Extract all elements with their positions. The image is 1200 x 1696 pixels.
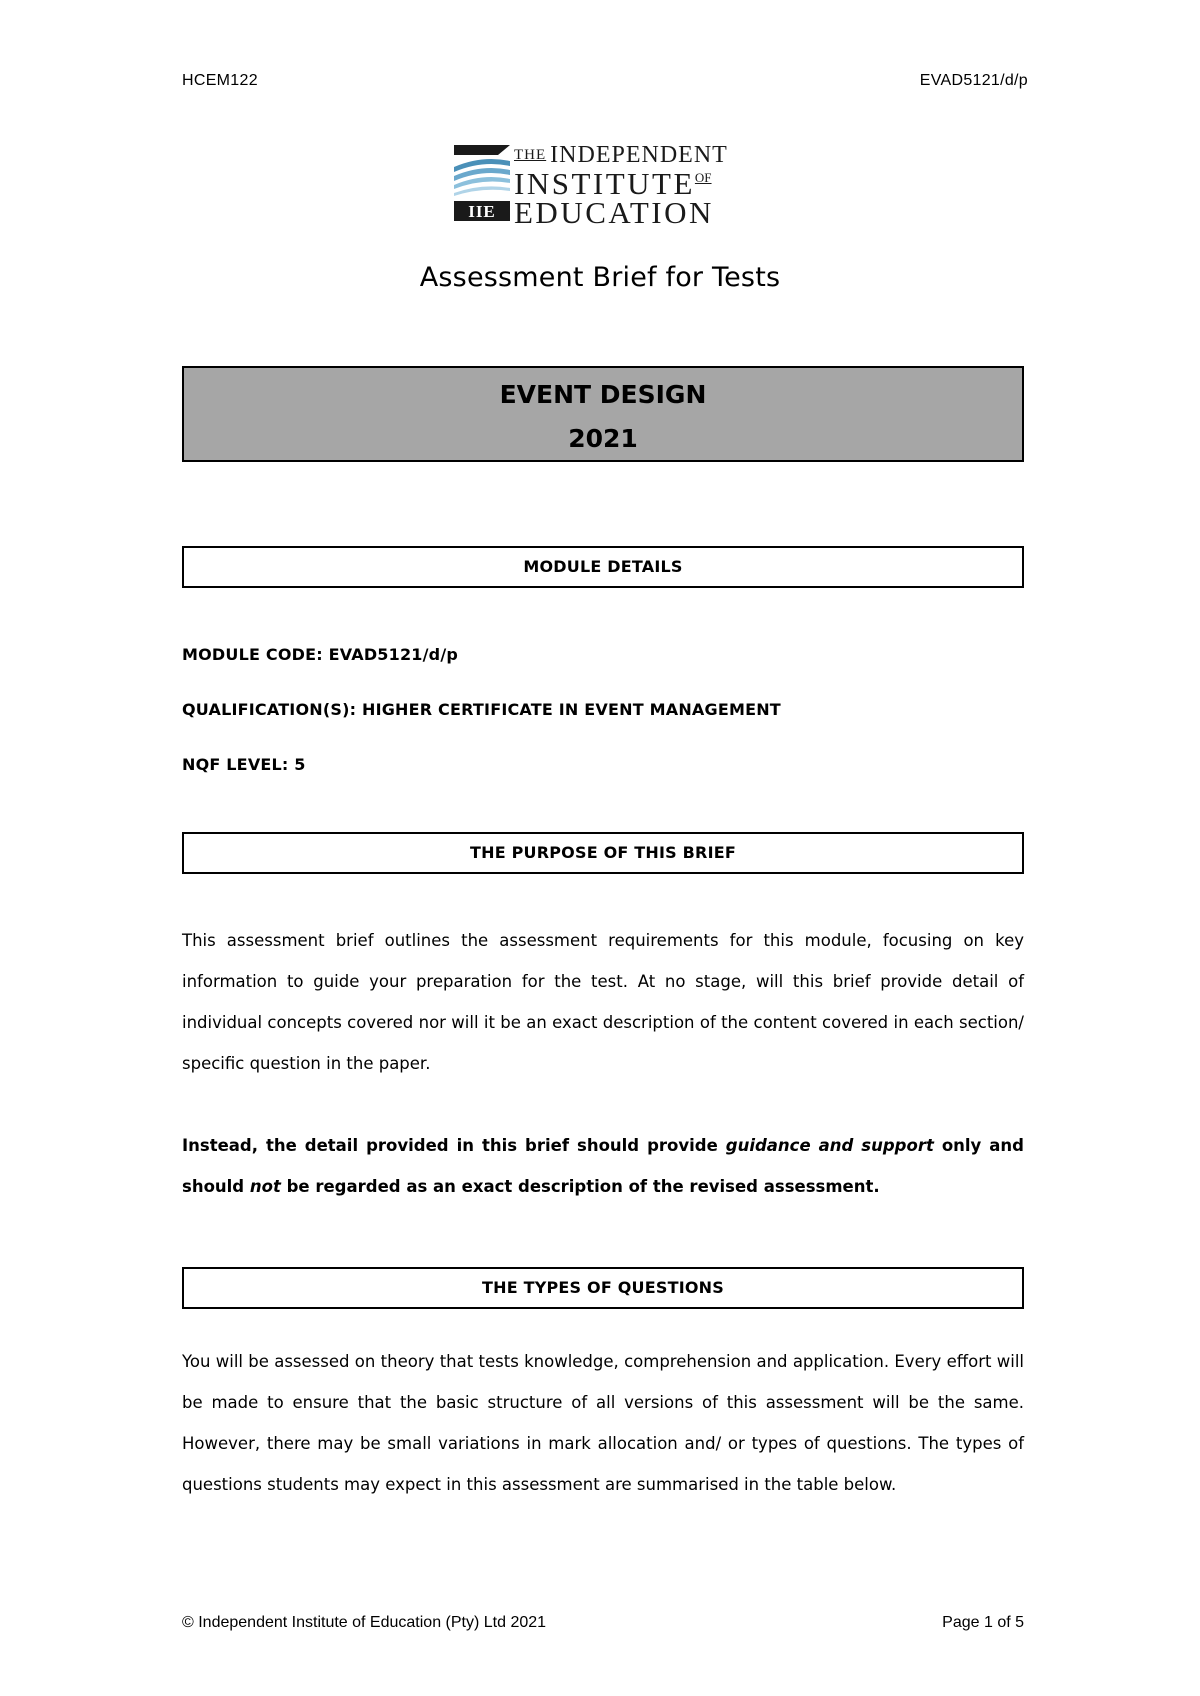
- svg-text:IIE: IIE: [468, 202, 496, 221]
- document-title: Assessment Brief for Tests: [419, 262, 781, 293]
- logo-the: THE: [514, 147, 547, 163]
- question-types-heading: THE TYPES OF QUESTIONS: [182, 1267, 1024, 1309]
- module-code: MODULE CODE: EVAD5121/d/p: [182, 645, 459, 664]
- logo-education: EDUCATION: [514, 195, 714, 230]
- logo-independent: INDEPENDENT: [550, 142, 728, 168]
- qualification: QUALIFICATION(S): HIGHER CERTIFICATE IN EVENT MANAGEMENT: [182, 700, 781, 719]
- footer-copyright: © Independent Institute of Education (Pty) Ltd 2021: [182, 1614, 547, 1631]
- module-year: 2021: [568, 424, 638, 453]
- module-details-heading: MODULE DETAILS: [182, 546, 1024, 588]
- nqf-level: NQF LEVEL: 5: [182, 755, 306, 774]
- purpose-paragraph: This assessment brief outlines the assessment requirements for this module, focusing on key information to guide your preparation for the test. At no stage, will this brief provide detail of individual concepts covered nor will it be an exact description of the content covered in each section/ specific question in the paper.: [182, 931, 1024, 1073]
- header-module-code: HCEM122: [182, 72, 258, 89]
- module-name: EVENT DESIGN: [499, 380, 707, 409]
- header-document-code: EVAD5121/d/p: [919, 72, 1028, 89]
- purpose-heading: THE PURPOSE OF THIS BRIEF: [182, 832, 1024, 874]
- footer-page-number: Page 1 of 5: [942, 1614, 1024, 1631]
- logo-of: OF: [694, 170, 712, 185]
- iie-logo-wordmark: [514, 143, 728, 228]
- guidance-paragraph: Instead, the detail provided in this brief should provide guidance and support only and should not be regarded as an exact description of the revised assessment.: [182, 1136, 1024, 1196]
- module-title-banner: [182, 366, 1024, 462]
- iie-logo-mark-icon: [454, 145, 510, 221]
- logo-institute: INSTITUTE: [514, 166, 695, 201]
- question-types-paragraph: You will be assessed on theory that tests knowledge, comprehension and application. Every effort will be made to ensure that the basic structure of all versions of this assessment will be the same. However, there may be small variations in mark allocation and/ or types of questions. The types of questions students may expect in this assessment are summarised in the table below.: [182, 1352, 1024, 1494]
- iie-logo: [454, 142, 754, 230]
